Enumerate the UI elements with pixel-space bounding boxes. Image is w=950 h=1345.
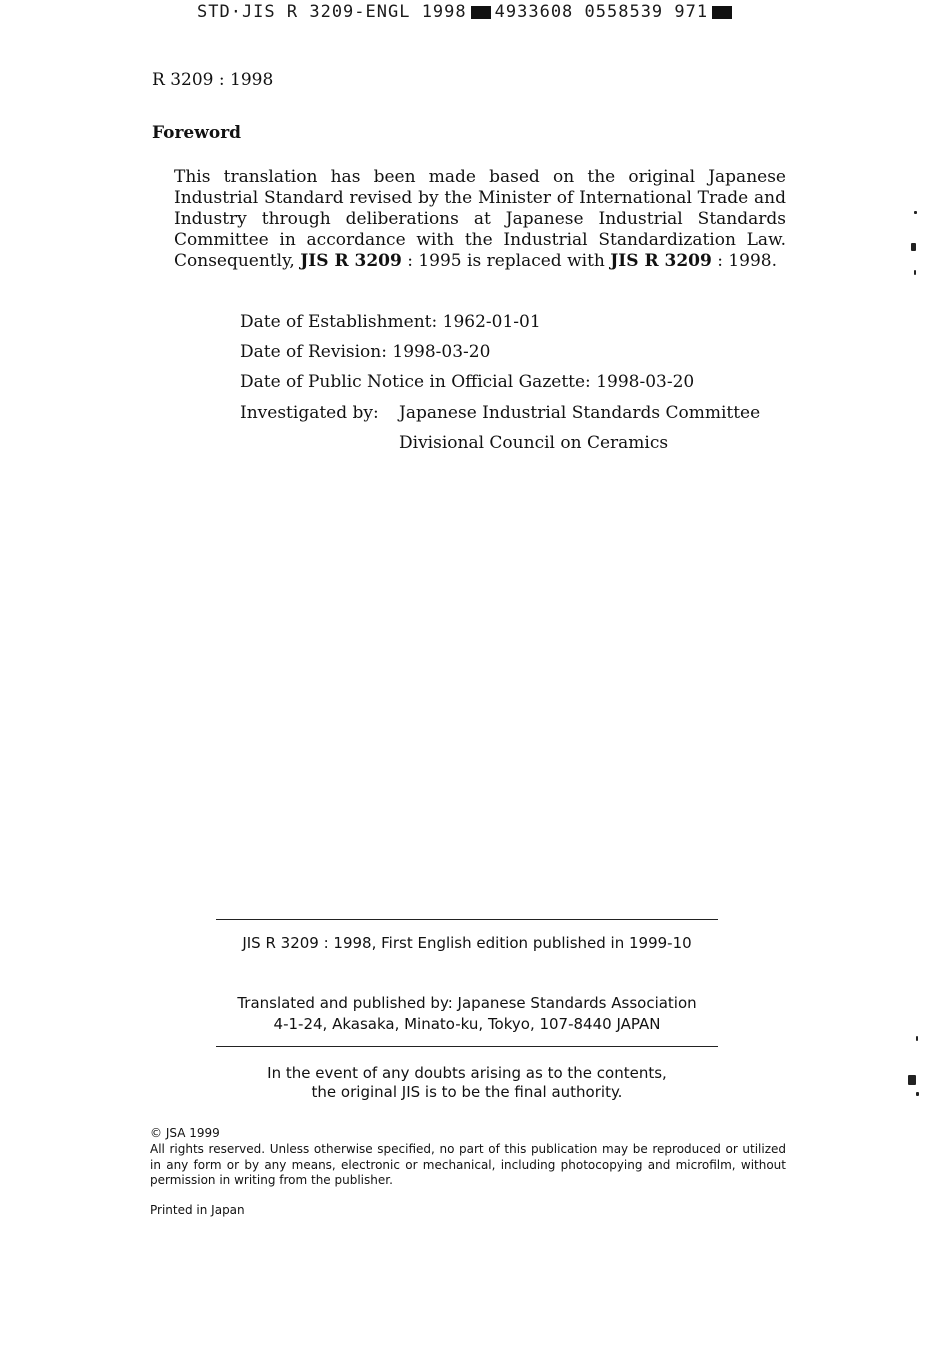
- foreword-paragraph: [174, 167, 786, 272]
- scan-header-part1: STD·JIS R 3209-ENGL 1998: [197, 2, 467, 22]
- scan-speck: [911, 243, 916, 251]
- translated-by: Translated and published by: Japanese Standards Association: [237, 994, 697, 1012]
- foreword-text-1: This translation has been made based on the original Japanese Industrial Standard revised by the Minister of International Trade and Industry through deliberations at Japanese Industrial Standards Committee in accordance with the Industrial Standardization Law. Consequently,: [174, 167, 786, 271]
- foreword-heading: Foreword: [152, 123, 242, 143]
- redaction-block: [712, 6, 732, 19]
- gazette-row: [240, 372, 694, 392]
- scan-speck: [908, 1075, 916, 1085]
- authority-note-line1: In the event of any doubts arising as to the contents,: [267, 1064, 667, 1082]
- revision-label: Date of Revision:: [240, 342, 387, 362]
- scan-speck: [916, 1036, 918, 1041]
- foreword-text-3: : 1998.: [711, 251, 778, 271]
- edition-info: JIS R 3209 : 1998, First English edition published in 1999-10: [242, 934, 692, 952]
- scan-speck: [914, 211, 917, 214]
- establishment-value: 1962-01-01: [442, 312, 541, 332]
- scan-speck: [916, 1092, 919, 1096]
- establishment-row: [240, 312, 541, 332]
- jis-reference-2: JIS R 3209: [610, 251, 712, 271]
- printed-in-notice: Printed in Japan: [150, 1203, 245, 1217]
- establishment-label: Date of Establishment:: [240, 312, 438, 332]
- revision-value: 1998-03-20: [392, 342, 491, 362]
- redaction-block: [471, 6, 491, 19]
- scan-speck: [914, 270, 916, 275]
- gazette-label: Date of Public Notice in Official Gazette:: [240, 372, 591, 392]
- scan-header-part2: 4933608 0558539 971: [494, 2, 709, 22]
- scan-header-code: [197, 2, 736, 22]
- revision-row: [240, 342, 490, 362]
- publisher-address: 4-1-24, Akasaka, Minato-ku, Tokyo, 107-8440 JAPAN: [273, 1015, 661, 1033]
- investigated-label: Investigated by:: [240, 403, 379, 423]
- foreword-text-2: : 1995 is replaced with: [401, 251, 611, 271]
- gazette-value: 1998-03-20: [596, 372, 695, 392]
- investigated-value-line2: Divisional Council on Ceramics: [399, 433, 669, 453]
- investigated-value-line1: Japanese Industrial Standards Committee: [399, 403, 761, 423]
- authority-note-line2: the original JIS is to be the final authority.: [311, 1083, 623, 1101]
- copyright-notice: © JSA 1999: [150, 1126, 220, 1140]
- document-code: R 3209 : 1998: [152, 70, 274, 90]
- jis-reference-1: JIS R 3209: [300, 251, 402, 271]
- rights-notice: All rights reserved. Unless otherwise specified, no part of this publication may be reproduced or utilized in any form or by any means, electronic or mechanical, including photocopying and microfilm, without permission in writing from the publisher.: [150, 1142, 786, 1187]
- top-divider: [216, 919, 718, 920]
- bottom-divider: [216, 1046, 718, 1047]
